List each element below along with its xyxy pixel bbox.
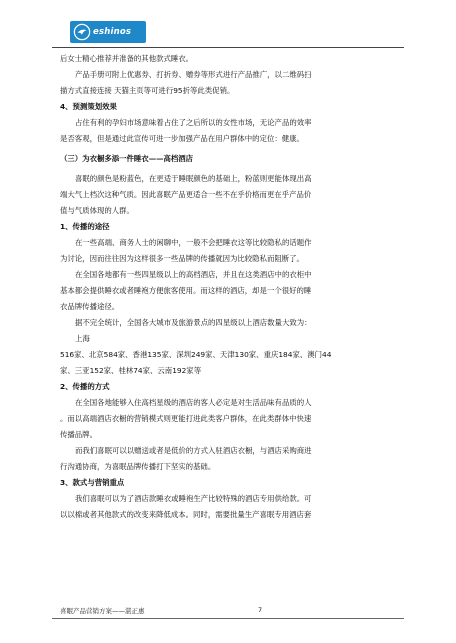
section-heading: 1、传播的途径 (60, 222, 110, 231)
paragraph-line: 行沟通协商，为喜眠品牌传播打下坚实的基础。 (60, 462, 216, 471)
paragraph-line: 516家、北京584家、香港135家、深圳249家、天津130家、重庆184家、澳门44 (60, 350, 332, 359)
paragraph: 上海 (75, 334, 90, 343)
page-number: 7 (258, 606, 263, 614)
paragraph: 而我们喜眠可以以赠送或者是低价的方式入驻酒店衣橱，与酒店采购商进 (75, 446, 312, 455)
chapter-heading: （三）为衣橱多添一件睡衣——高档酒店 (60, 154, 194, 163)
header-rule (52, 47, 404, 48)
bird-logo-icon (73, 23, 91, 41)
paragraph: 据不完全统计，全国各大城市及旅游景点的四星级以上酒店数量大致为： (75, 318, 312, 327)
paragraph-line: 描方式直接连接 天猫主页等可进行95折等此类促销。 (60, 86, 235, 95)
footer-rule (52, 618, 404, 619)
paragraph-line: 端大气上档次这种气质。因此喜眠产品更适合一些不在乎价格而更在乎产品价 (60, 190, 312, 199)
paragraph-line: 。而以高端酒店衣橱的营销模式则更能打进此类客户群体，在此类群体中快速 (60, 414, 312, 423)
paragraph-line: 传播品牌。 (60, 430, 97, 439)
page-footer (60, 606, 396, 615)
section-heading: 3、款式与营销重点 (60, 478, 125, 487)
footer-title: 喜眠产品营销方案——湛正惠 (60, 607, 145, 615)
paragraph-line: 衣品牌传播途径。 (60, 302, 120, 311)
paragraph: 在全国各地都有一些四星级以上的高档酒店，并且在这类酒店中的衣柜中 (75, 270, 312, 279)
paragraph-line: 为讨论，因而往往因为这样很多一些品牌的传播就因为比较隐私而阻断了。 (60, 254, 304, 263)
paragraph-line: 基本都会提供睡衣或者睡袍方便旅客使用。而这样的酒店，却是一个很好的睡 (60, 286, 312, 295)
section-heading: 4、预测策划效果 (60, 102, 117, 111)
paragraph: 我们喜眠可以为了酒店款睡衣或睡袍生产比较特殊的酒店专用供给款。可 (75, 494, 312, 503)
paragraph: 喜眠的颜色是粉蓝色，在更适于睡眠颜色的基础上，粉蓝则更能体现出高 (75, 174, 312, 183)
paragraph-line: 是否客观，但是通过此宣传可进一步加强产品在用户群体中的定位：健康。 (60, 134, 304, 143)
brand-logo (70, 21, 146, 43)
paragraph: 在一些高端、商务人士的闲聊中，一般不会把睡衣这等比较隐私的话题作 (75, 238, 312, 247)
logo-text: eshinos (93, 27, 132, 37)
section-heading: 2、传播的方式 (60, 382, 110, 391)
paragraph-line: 值与气质体现的人群。 (60, 206, 134, 215)
paragraph-line: 家、三亚152家、桂林74家、云南192家等 (60, 366, 202, 375)
paragraph: 产品手册可附上优惠券、打折券、赠券等形式进行产品推广，以二维码扫 (75, 70, 312, 79)
paragraph: 在全国各地能够入住高档星级的酒店的客人必定是对生活品味有品质的人 (75, 398, 312, 407)
body-text (60, 51, 405, 523)
paragraph: 占住有利的孕妇市场意味着占住了之后所以的女性市场，无论产品的效率 (75, 118, 312, 127)
paragraph-line: 以以棉或者其他款式的改变来降低成本。同时，需要批量生产喜眠专用酒店套 (60, 510, 312, 519)
paragraph: 后女士精心推荐并准备的其他款式睡衣。 (60, 54, 194, 63)
